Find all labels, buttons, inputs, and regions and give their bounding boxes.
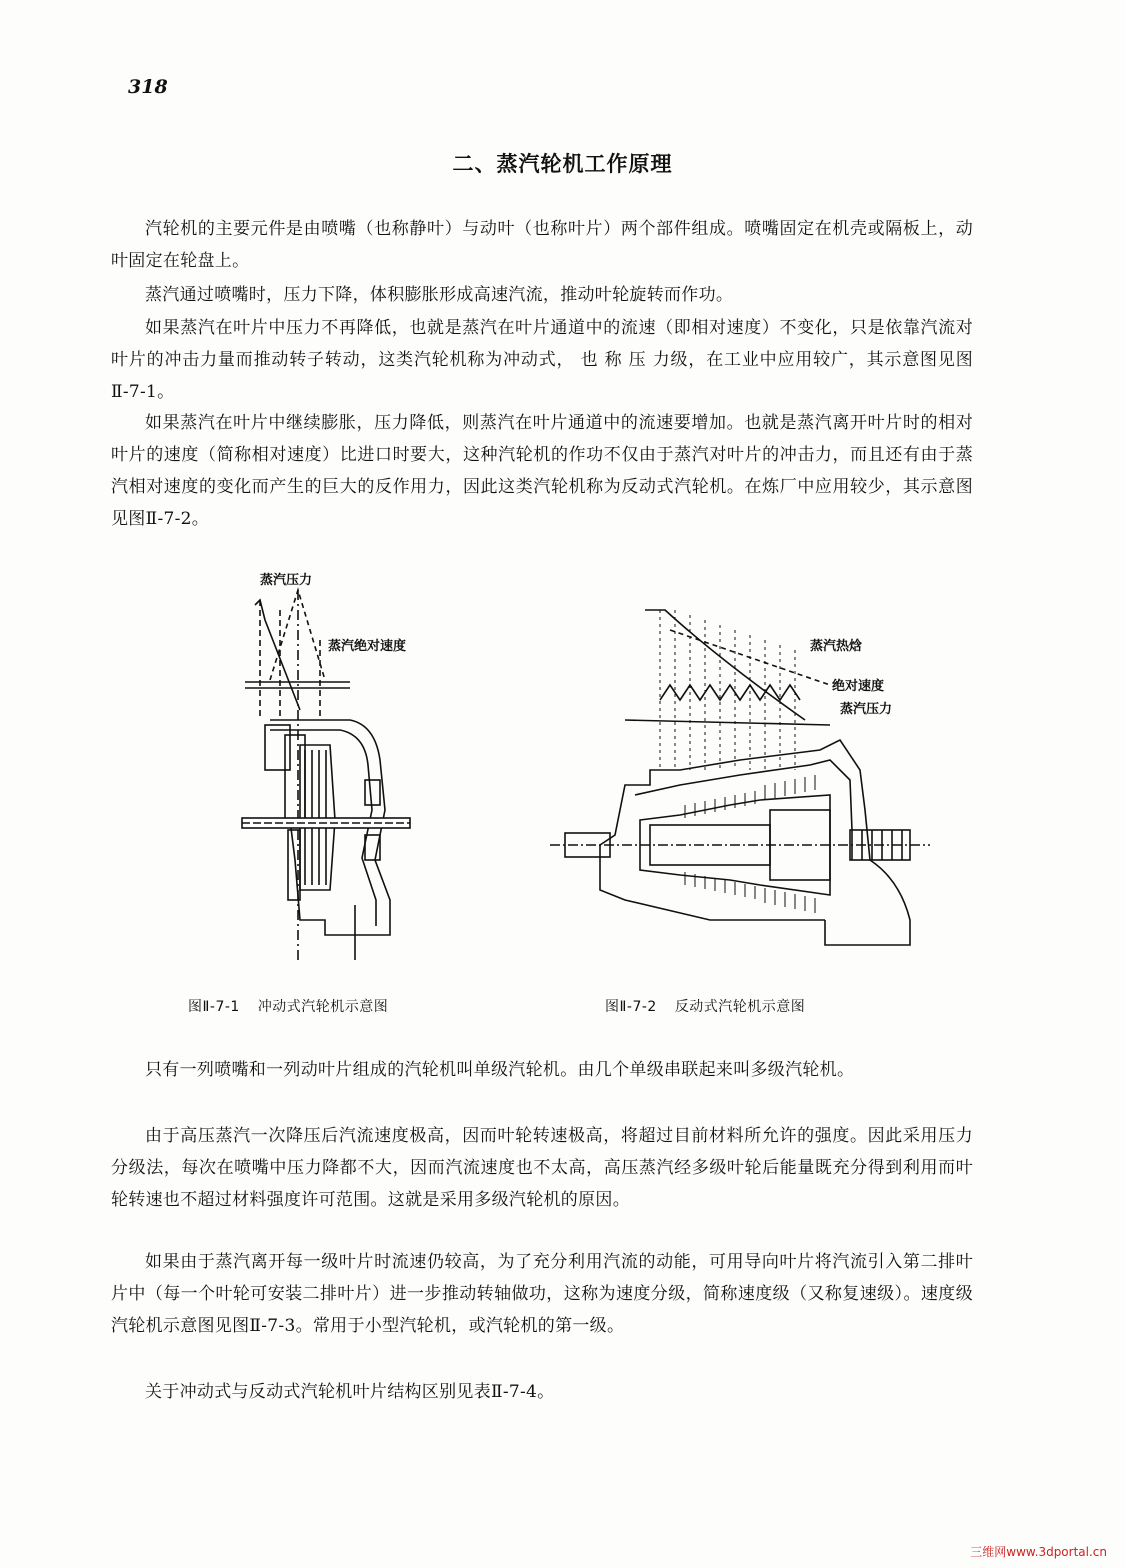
- watermark: 三维网www.3dportal.cn: [970, 1545, 1107, 1559]
- paragraph-8: 关于冲动式与反动式汽轮机叶片结构区别见表Ⅱ-7-4。: [145, 1382, 555, 1402]
- impulse-turbine-diagram: [200, 560, 460, 970]
- figure-2-caption: [605, 996, 805, 1016]
- paragraph-3: 如果蒸汽在叶片中压力不再降低，也就是蒸汽在叶片通道中的流速（即相对速度）不变化，只是依靠汽流对叶片的冲击力量而推动转子转动，这类汽轮机称为冲动式， 也 称 压 力级，在工业中应用较广，其示意图见图Ⅱ-7-1。: [111, 318, 973, 402]
- paragraph-2: 蒸汽通过喷嘴时，压力下降，体积膨胀形成高速汽流，推动叶轮旋转而作功。: [145, 285, 734, 305]
- label-absolute-velocity: 绝对速度: [832, 679, 885, 694]
- section-title: 二、蒸汽轮机工作原理: [452, 152, 673, 176]
- paragraph-4: 如果蒸汽在叶片中继续膨胀，压力降低，则蒸汽在叶片通道中的流速要增加。也就是蒸汽离开叶片时的相对叶片的速度（简称相对速度）比进口时要大，这种汽轮机的作功不仅由于蒸汽对叶片的冲击力，而且还有由于蒸汽相对速度的变化而产生的巨大的反作用力，因此这类汽轮机称为反动式汽轮机。在炼厂中应用较少，其示意图见图Ⅱ-7-2。: [111, 413, 973, 529]
- figure-2-caption-text: 反动式汽轮机示意图: [674, 999, 806, 1015]
- figure-1-caption-text: 冲动式汽轮机示意图: [257, 999, 389, 1015]
- label-steam-pressure: 蒸汽压力: [260, 573, 313, 588]
- paragraph-1: 汽轮机的主要元件是由喷嘴（也称静叶）与动叶（也称叶片）两个部件组成。喷嘴固定在机壳或隔板上，动叶固定在轮盘上。: [111, 219, 973, 271]
- label-steam-absolute-velocity: 蒸汽绝对速度: [328, 639, 407, 654]
- page-number: 318: [128, 76, 168, 98]
- figure-1-number: 图Ⅱ-7-1: [188, 999, 240, 1015]
- label-steam-enthalpy: 蒸汽热焓: [810, 639, 863, 654]
- label-steam-pressure: 蒸汽压力: [840, 702, 893, 717]
- paragraph-6: 由于高压蒸汽一次降压后汽流速度极高，因而叶轮转速极高，将超过目前材料所允许的强度。因此采用压力分级法，每次在喷嘴中压力降都不大，因而汽流速度也不太高，高压蒸汽经多级叶轮后能量既充分得到利用而叶轮转速也不超过材料强度许可范围。这就是采用多级汽轮机的原因。: [111, 1126, 973, 1210]
- figure-2-number: 图Ⅱ-7-2: [605, 999, 657, 1015]
- paragraph-5: 只有一列喷嘴和一列动叶片组成的汽轮机叫单级汽轮机。由几个单级串联起来叫多级汽轮机。: [145, 1060, 855, 1080]
- paragraph-7: 如果由于蒸汽离开每一级叶片时流速仍较高，为了充分利用汽流的动能，可用导向叶片将汽流引入第二排叶片中（每一个叶轮可安装二排叶片）进一步推动转轴做功，这称为速度分级，简称速度级（又称复速级）。速度级汽轮机示意图见图Ⅱ-7-3。常用于小型汽轮机，或汽轮机的第一级。: [111, 1252, 973, 1336]
- figure-1-caption: [188, 996, 388, 1016]
- reaction-turbine-diagram: [540, 590, 940, 960]
